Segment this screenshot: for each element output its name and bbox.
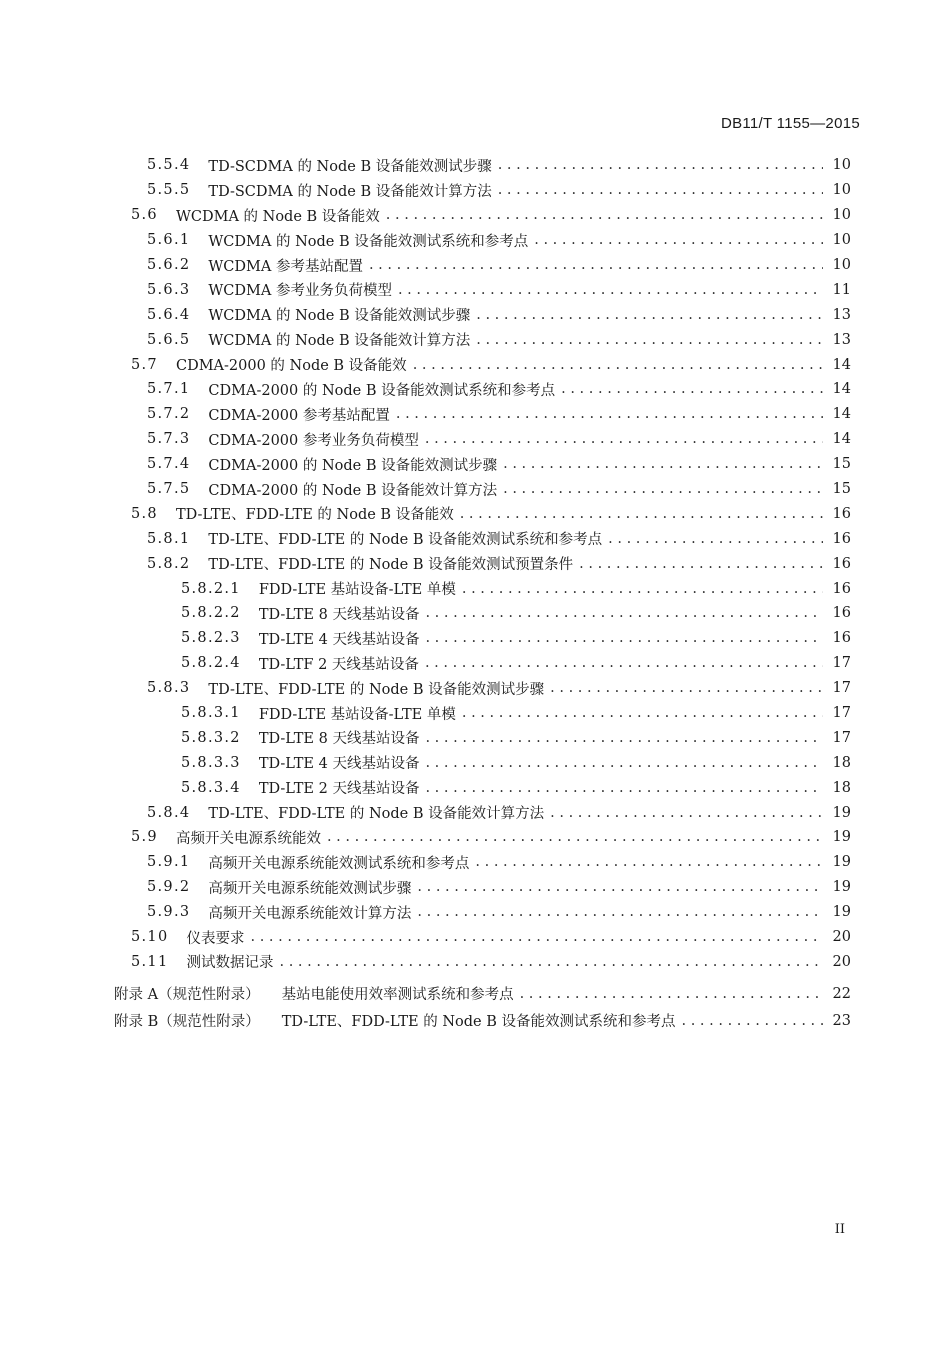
toc-page-number: 23 <box>832 1012 851 1029</box>
toc-entry-title: FDD-LTE 基站设备-LTE 单模 <box>258 706 456 723</box>
dot-leader <box>550 805 823 821</box>
toc-page-number: 20 <box>832 953 851 970</box>
toc-entry[interactable] <box>0 701 950 726</box>
toc-page-number: 19 <box>832 804 851 821</box>
page-number-footer: II <box>834 1222 845 1237</box>
dot-leader <box>251 929 824 945</box>
dot-leader <box>417 879 823 895</box>
appendix-label: 附录 A（规范性附录） <box>114 987 260 1004</box>
toc-entry-title: WCDMA 参考业务负荷模型 <box>208 283 392 300</box>
toc-entry-title: TD-LTE、FDD-LTE 的 Node B 设备能效测试系统和参考点 <box>281 1014 676 1031</box>
toc-entry[interactable] <box>0 576 950 601</box>
toc-page-number: 15 <box>832 456 851 473</box>
toc-page-number: 19 <box>832 854 851 871</box>
toc-entry-text <box>181 578 829 599</box>
toc-entry-text <box>147 852 829 873</box>
toc-page-number: 16 <box>832 555 851 572</box>
toc-entry-text <box>147 255 829 276</box>
toc-entry-text <box>147 155 829 176</box>
toc-entry-number: 5.8.2.1 <box>181 580 241 597</box>
toc-entry-text <box>147 902 829 923</box>
dot-leader <box>608 531 823 547</box>
toc-entry[interactable] <box>0 601 950 626</box>
toc-entry-title: 测试数据记录 <box>186 955 274 972</box>
toc-entry-text <box>147 802 829 823</box>
toc-entry-text <box>181 777 829 798</box>
dot-leader <box>682 1013 824 1029</box>
toc-entry-number: 5.8.3 <box>147 680 191 697</box>
dot-leader <box>550 680 823 696</box>
toc-entry[interactable] <box>0 228 950 253</box>
toc-page-number: 10 <box>832 232 851 249</box>
toc-entry[interactable] <box>0 825 950 850</box>
dot-leader <box>475 854 823 870</box>
toc-entry-title: TD-LTE 8 天线基站设备 <box>258 606 420 623</box>
dot-leader <box>398 282 823 298</box>
dot-leader <box>462 705 823 721</box>
dot-leader <box>520 986 823 1002</box>
dot-leader <box>503 481 823 497</box>
toc-entry-title: CDMA-2000 参考基站配置 <box>208 407 390 424</box>
toc-entry[interactable] <box>0 626 950 651</box>
toc-entry-title: TD-SCDMA 的 Node B 设备能效测试步骤 <box>208 158 492 175</box>
toc-entry[interactable] <box>0 651 950 676</box>
toc-entry-title: TD-LTE 4 天线基站设备 <box>258 756 420 773</box>
toc-entry[interactable] <box>0 277 950 302</box>
toc-page-number: 10 <box>832 182 851 199</box>
toc-entry-title: 仪表要求 <box>186 930 245 947</box>
toc-entry[interactable] <box>0 203 950 228</box>
toc-entry-title: WCDMA 的 Node B 设备能效 <box>175 208 380 225</box>
toc-entry-title: 基站电能使用效率测试系统和参考点 <box>281 987 514 1004</box>
toc-entry-number: 5.10 <box>131 929 169 946</box>
toc-entry-title: TD-LTF 2 天线基站设备 <box>258 656 419 673</box>
toc-entry[interactable] <box>0 253 950 278</box>
toc-entry[interactable] <box>0 501 950 526</box>
toc-entry[interactable] <box>0 427 950 452</box>
toc-page-number: 17 <box>832 705 851 722</box>
toc-entry[interactable] <box>0 178 950 203</box>
toc-entry[interactable] <box>0 452 950 477</box>
dot-leader <box>280 954 824 970</box>
toc-entry-number: 5.6 <box>131 207 158 224</box>
toc-entry[interactable] <box>0 352 950 377</box>
toc-page-number: 10 <box>832 157 851 174</box>
toc-entry-number: 5.8.2.4 <box>181 655 241 672</box>
toc-entry-number: 5.7.5 <box>147 481 191 498</box>
dot-leader <box>425 605 823 621</box>
toc-entry-title: WCDMA 的 Node B 设备能效计算方法 <box>208 333 471 350</box>
toc-entry-text <box>147 180 829 201</box>
toc-entry-title: TD-LTE、FDD-LTE 的 Node B 设备能效测试系统和参考点 <box>208 532 603 549</box>
toc-entry[interactable] <box>0 800 950 825</box>
dot-leader <box>417 904 823 920</box>
toc-entry-text <box>114 983 829 1004</box>
toc-entry-title: WCDMA 的 Node B 设备能效测试系统和参考点 <box>208 233 529 250</box>
toc-entry-text <box>181 628 829 649</box>
toc-entry-text <box>131 354 829 375</box>
toc-entry-title: 高频开关电源系统能效测试步骤 <box>208 880 412 897</box>
toc-entry[interactable] <box>0 875 950 900</box>
toc-entry-title: TD-LTE、FDD-LTE 的 Node B 设备能效测试步骤 <box>208 681 545 698</box>
toc-entry-number: 5.7.3 <box>147 431 191 448</box>
toc-entry-text <box>131 951 829 972</box>
toc-entry-text <box>147 877 829 898</box>
toc-entry-text <box>147 379 829 400</box>
dot-leader <box>476 307 823 323</box>
toc-entry-number: 5.8.1 <box>147 530 191 547</box>
toc-entry[interactable] <box>0 327 950 352</box>
toc-page-number: 18 <box>832 754 851 771</box>
dot-leader <box>425 431 823 447</box>
toc-page-number: 16 <box>832 530 851 547</box>
toc-page-number: 19 <box>832 829 851 846</box>
dot-leader <box>476 332 823 348</box>
toc-appendix-entry[interactable] <box>0 1007 950 1034</box>
toc-entry-text <box>114 1010 829 1031</box>
toc-page-number: 14 <box>832 406 851 423</box>
toc-entry[interactable] <box>0 526 950 551</box>
toc-page-number: 16 <box>832 605 851 622</box>
toc-entry[interactable] <box>0 925 950 950</box>
toc-entry-title: WCDMA 的 Node B 设备能效测试步骤 <box>208 308 471 325</box>
appendix-label: 附录 B（规范性附录） <box>114 1014 260 1031</box>
toc-entry[interactable] <box>0 750 950 775</box>
toc-entry[interactable] <box>0 900 950 925</box>
toc-entry-number: 5.7.2 <box>147 406 191 423</box>
toc-entry[interactable] <box>0 725 950 750</box>
toc-entry-number: 5.8.3.4 <box>181 779 241 796</box>
toc-entry-number: 5.6.1 <box>147 232 191 249</box>
dot-leader <box>327 829 823 845</box>
toc-entry-text <box>147 230 829 251</box>
toc-page-number: 14 <box>832 381 851 398</box>
toc-entry[interactable] <box>0 850 950 875</box>
toc-entry-number: 5.11 <box>131 953 169 970</box>
toc-entry-text <box>181 752 829 773</box>
toc-entry-title: CDMA-2000 的 Node B 设备能效测试步骤 <box>208 457 498 474</box>
toc-entry-title: 高频开关电源系统能效测试系统和参考点 <box>208 855 470 872</box>
dot-leader <box>386 207 823 223</box>
toc-entry-number: 5.6.4 <box>147 306 191 323</box>
dot-leader <box>503 456 823 472</box>
toc-entry-number: 5.8.3.1 <box>181 705 241 722</box>
toc-entry-number: 5.8.2.3 <box>181 630 241 647</box>
toc-entry-title: CDMA-2000 参考业务负荷模型 <box>208 432 419 449</box>
toc-entry-title: TD-LTE 2 天线基站设备 <box>258 781 420 798</box>
toc-page-number: 13 <box>832 331 851 348</box>
toc-entry-text <box>131 927 829 948</box>
toc-entry-title: CDMA-2000 的 Node B 设备能效计算方法 <box>208 482 498 499</box>
toc-page-number: 19 <box>832 904 851 921</box>
toc-entry-text <box>181 703 829 724</box>
dot-leader <box>425 630 823 646</box>
toc-page-number: 22 <box>832 985 851 1002</box>
toc-entry-title: TD-SCDMA 的 Node B 设备能效计算方法 <box>208 183 492 200</box>
toc-entry-title: TD-LTE 4 天线基站设备 <box>258 631 420 648</box>
toc-entry-number: 5.8.3.2 <box>181 729 241 746</box>
toc-entry-text <box>147 404 829 425</box>
document-code-header: DB11/T 1155—2015 <box>720 115 860 132</box>
toc-entry-number: 5.5.5 <box>147 182 191 199</box>
toc-entry-number: 5.9.2 <box>147 879 191 896</box>
toc-entry-number: 5.6.2 <box>147 257 191 273</box>
toc-entry-title: TD-LTE、FDD-LTE 的 Node B 设备能效计算方法 <box>208 806 545 823</box>
toc-entry-number: 5.8.3.3 <box>181 754 241 771</box>
toc-page-number: 17 <box>832 680 851 697</box>
toc-entry-text <box>147 329 829 350</box>
toc-entry[interactable] <box>0 402 950 427</box>
toc-entry-text <box>147 479 829 500</box>
toc-page-number: 10 <box>832 207 851 224</box>
dot-leader <box>413 357 823 373</box>
toc-page-number: 16 <box>832 505 851 522</box>
toc-entry-text <box>147 304 829 325</box>
toc-page-number: 11 <box>832 281 851 298</box>
dot-leader <box>369 257 823 273</box>
toc-entry-text <box>147 678 829 699</box>
toc-page-number: 17 <box>832 729 851 746</box>
dot-leader <box>498 182 823 198</box>
toc-entry-number: 5.7.4 <box>147 456 191 473</box>
dot-leader <box>425 730 823 746</box>
toc-page-number: 16 <box>832 580 851 597</box>
toc-entry-text <box>181 653 829 674</box>
toc-entry-text <box>131 503 829 524</box>
dot-leader <box>396 406 823 422</box>
toc-entry-number: 5.9.3 <box>147 904 191 921</box>
dot-leader <box>498 157 823 173</box>
toc-entry[interactable] <box>0 775 950 800</box>
toc-entry-title: TD-LTE、FDD-LTE 的 Node B 设备能效测试预置条件 <box>208 557 574 574</box>
toc-entry-number: 5.8.4 <box>147 804 191 821</box>
dot-leader <box>425 755 823 771</box>
dot-leader <box>462 581 823 597</box>
dot-leader <box>425 780 823 796</box>
toc-entry-title: CDMA-2000 的 Node B 设备能效测试系统和参考点 <box>208 382 556 399</box>
dot-leader <box>561 381 823 397</box>
toc-entry-title: 高频开关电源系统能效计算方法 <box>208 905 412 922</box>
toc-entry-text <box>147 279 829 300</box>
toc-appendix-entry[interactable] <box>0 980 950 1007</box>
toc-entry-title: TD-LTE、FDD-LTE 的 Node B 设备能效 <box>175 507 454 524</box>
toc-entry-number: 5.8.2.2 <box>181 605 241 622</box>
toc-page-number: 14 <box>832 431 851 448</box>
toc-entry-text <box>147 429 829 450</box>
toc-entry[interactable] <box>0 153 950 178</box>
toc-entry-text <box>181 603 829 624</box>
toc-entry[interactable] <box>0 676 950 701</box>
toc-entry-number: 5.8 <box>131 505 158 522</box>
toc-entry-number: 5.7.1 <box>147 381 191 398</box>
toc-page-number: 10 <box>832 257 851 273</box>
toc-entry-number: 5.5.4 <box>147 157 191 174</box>
toc-entry-number: 5.9 <box>131 829 158 846</box>
toc-page-number: 13 <box>832 306 851 323</box>
toc-page-number: 16 <box>832 630 851 647</box>
toc-entry[interactable] <box>0 950 950 975</box>
toc-entry[interactable] <box>0 302 950 327</box>
toc-entry-text <box>147 454 829 475</box>
toc-page-number: 17 <box>832 655 851 672</box>
toc-page-number: 20 <box>832 929 851 946</box>
toc-page-number: 15 <box>832 481 851 498</box>
table-of-contents <box>0 153 950 1034</box>
toc-entry-number: 5.8.2 <box>147 555 191 572</box>
toc-entry-text <box>131 205 829 226</box>
toc-entry-text <box>181 727 829 748</box>
toc-entry-number: 5.6.3 <box>147 281 191 298</box>
toc-entry-number: 5.7 <box>131 356 158 373</box>
dot-leader <box>425 655 823 671</box>
toc-entry[interactable] <box>0 377 950 402</box>
dot-leader <box>579 556 823 572</box>
toc-entry-title: FDD-LTE 基站设备-LTE 单模 <box>258 582 456 599</box>
toc-entry[interactable] <box>0 477 950 502</box>
toc-page-number: 18 <box>832 779 851 796</box>
toc-page-number: 14 <box>832 356 851 373</box>
toc-entry[interactable] <box>0 551 950 576</box>
toc-page-number: 19 <box>832 879 851 896</box>
toc-entry-title: CDMA-2000 的 Node B 设备能效 <box>175 358 407 375</box>
toc-entry-number: 5.6.5 <box>147 331 191 348</box>
toc-entry-title: 高频开关电源系统能效 <box>175 830 321 847</box>
dot-leader <box>460 506 823 522</box>
toc-entry-text <box>147 553 829 574</box>
toc-entry-title: TD-LTE 8 天线基站设备 <box>258 731 420 748</box>
toc-entry-number: 5.9.1 <box>147 854 191 871</box>
dot-leader <box>534 232 823 248</box>
toc-entry-text <box>147 528 829 549</box>
toc-entry-title: WCDMA 参考基站配置 <box>208 258 363 275</box>
toc-entry-text <box>131 827 829 848</box>
